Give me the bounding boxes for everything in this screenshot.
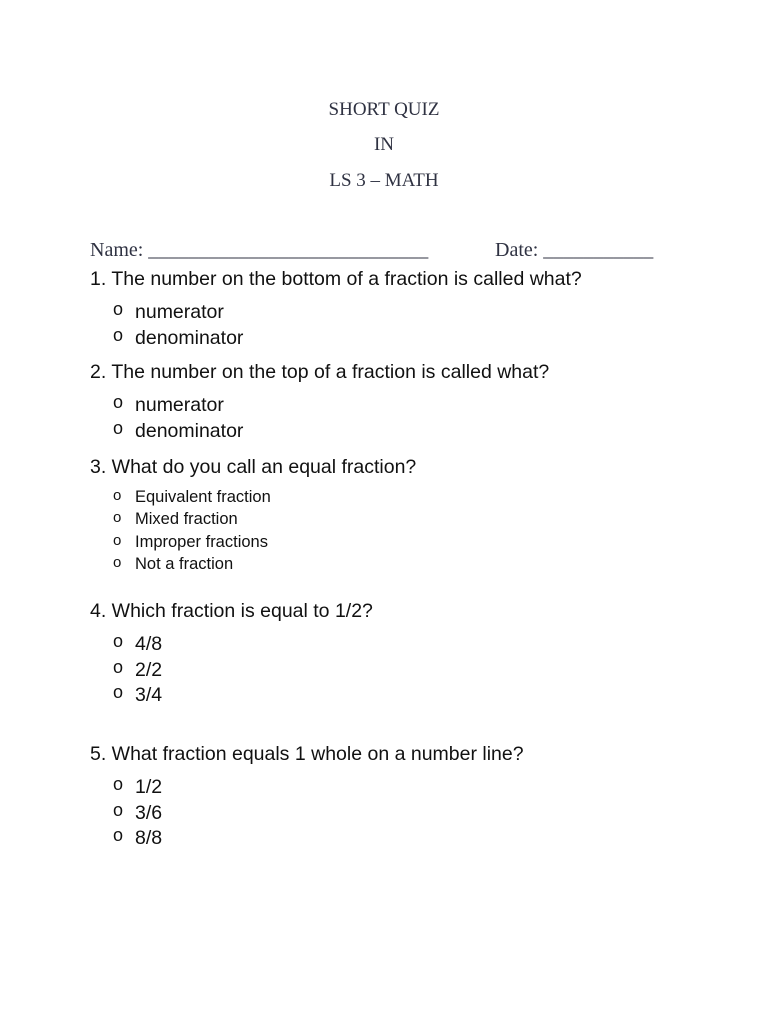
option-label: 8/8 bbox=[135, 827, 163, 849]
option bbox=[113, 326, 243, 352]
bullet-icon: o bbox=[113, 799, 124, 820]
bullet-icon: o bbox=[113, 531, 122, 549]
bullet-icon: o bbox=[113, 825, 124, 845]
option-label: Improper fractions bbox=[135, 532, 268, 551]
bullet-icon: o bbox=[113, 509, 122, 527]
question-3-options bbox=[113, 486, 271, 575]
bullet-icon: o bbox=[113, 656, 124, 677]
quiz-title: SHORT QUIZ bbox=[328, 99, 440, 120]
option bbox=[113, 683, 162, 709]
question-5: 5. What fraction equals 1 whole on a number line? bbox=[90, 743, 524, 765]
option bbox=[113, 393, 243, 419]
option bbox=[113, 300, 243, 326]
option-label: Not a fraction bbox=[135, 554, 234, 573]
option-label: 1/2 bbox=[135, 776, 163, 798]
question-2-options bbox=[113, 393, 243, 444]
option bbox=[113, 508, 271, 530]
option-label: denominator bbox=[135, 326, 244, 349]
name-field: Name: ____________________________ bbox=[90, 239, 429, 261]
question-5-options bbox=[113, 775, 162, 852]
bullet-icon: o bbox=[113, 631, 124, 651]
option-label: 3/4 bbox=[135, 684, 163, 706]
quiz-subject: LS 3 – MATH bbox=[329, 170, 439, 191]
option-label: Mixed fraction bbox=[135, 510, 238, 529]
option bbox=[113, 486, 271, 508]
option-label: numerator bbox=[135, 394, 224, 416]
option-label: 3/6 bbox=[135, 801, 163, 824]
question-1: 1. The number on the bottom of a fraction is called what? bbox=[90, 268, 582, 290]
option bbox=[113, 531, 271, 553]
bullet-icon: o bbox=[113, 487, 122, 504]
bullet-icon: o bbox=[113, 682, 124, 702]
bullet-icon: o bbox=[113, 417, 124, 438]
option-label: 4/8 bbox=[135, 633, 163, 655]
question-2: 2. The number on the top of a fraction is called what? bbox=[90, 361, 550, 383]
quiz-title-connector: IN bbox=[373, 134, 395, 155]
bullet-icon: o bbox=[113, 392, 124, 412]
option bbox=[113, 553, 271, 575]
bullet-icon: o bbox=[113, 553, 122, 571]
bullet-icon: o bbox=[113, 774, 124, 794]
question-4-options bbox=[113, 632, 162, 709]
question-3: 3. What do you call an equal fraction? bbox=[90, 456, 417, 478]
date-field: Date: ___________ bbox=[495, 239, 654, 261]
option-label: Equivalent fraction bbox=[135, 488, 271, 506]
option bbox=[113, 419, 243, 445]
bullet-icon: o bbox=[113, 299, 124, 319]
option-label: numerator bbox=[135, 301, 224, 323]
option-label: denominator bbox=[135, 419, 244, 442]
option bbox=[113, 826, 162, 852]
option-label: 2/2 bbox=[135, 658, 163, 681]
bullet-icon: o bbox=[113, 324, 124, 345]
question-1-options bbox=[113, 300, 243, 351]
question-4: 4. Which fraction is equal to 1/2? bbox=[90, 600, 373, 622]
